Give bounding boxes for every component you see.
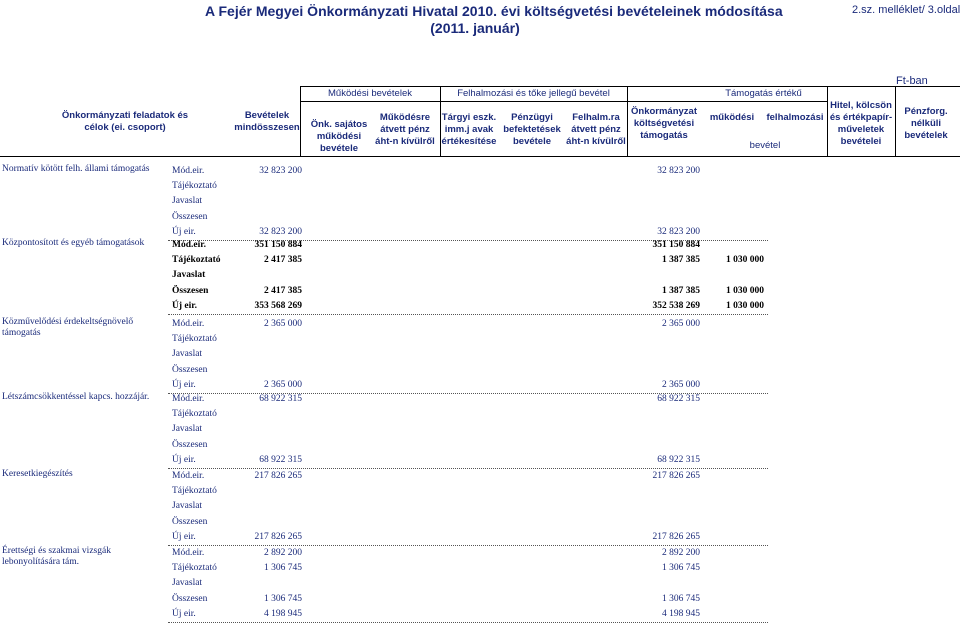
total-value: 68 922 315 [259, 394, 302, 404]
mukodesi-value: 1 030 000 [726, 285, 764, 296]
tamogatas-value: 32 823 200 [657, 166, 700, 176]
row-divider [168, 545, 768, 546]
tamogatas-value: 1 306 745 [662, 563, 700, 574]
row-label: Új eir. [172, 226, 196, 237]
row-label: Új eir. [172, 454, 196, 465]
col-header-mukodesre: Működésre átvett pénz áht-n kívülről [375, 112, 435, 147]
section-category: Közművelődési érdekeltségnövelő támogatás [2, 317, 134, 338]
group-header-bevetel: bevétel [749, 140, 781, 151]
total-value: 217 826 265 [254, 531, 302, 542]
row-label: Összesen [172, 593, 208, 604]
row-label: Javaslat [172, 196, 203, 207]
section-category: Központosított és egyéb támogatások [2, 238, 145, 248]
total-value: 217 826 265 [254, 471, 302, 481]
col-header-felhalm-atvett: Felhalm.ra átvett pénz áht-n kívülről [566, 112, 626, 147]
total-value: 2 892 200 [264, 548, 302, 558]
col-header-sajatos: Önk. sajátos működési bevétele [310, 119, 368, 154]
total-value: 2 365 000 [264, 319, 302, 329]
tamogatas-value: 2 892 200 [662, 548, 700, 558]
page-subtitle: (2011. január) [430, 20, 520, 36]
row-divider [168, 622, 768, 623]
row-label: Összesen [172, 285, 209, 296]
row-label: Javaslat [172, 270, 206, 281]
section-category: Keresetkiegészítés [2, 469, 73, 479]
unit-label: Ft-ban [896, 75, 928, 87]
group-header-felhalmozasi: Felhalmozási és tőke jellegű bevétel [457, 88, 610, 99]
group-header-mukodesi: Működési bevételek [328, 88, 412, 99]
row-label: Tájékoztató [172, 563, 217, 574]
section-category: Normatív kötött felh. állami támogatás [2, 164, 150, 174]
col-header-penzforg: Pénzforg. nélküli bevételek [904, 106, 948, 141]
tamogatas-value: 2 365 000 [662, 379, 700, 390]
tamogatas-value: 68 922 315 [657, 394, 700, 404]
mukodesi-value: 1 030 000 [726, 255, 764, 266]
col-header-osszesen: Bevételek mindösszesen [234, 110, 300, 133]
page-title: A Fejér Megyei Önkormányzati Hivatal 2010. évi költségvetési bevételeinek módosítása [205, 3, 783, 19]
total-value: 2 417 385 [264, 255, 302, 266]
col-header-feladat: Önkormányzati feladatok és célok (ei. csoport) [61, 110, 189, 133]
row-label: Mód.eir. [172, 471, 205, 481]
tamogatas-value: 351 150 884 [652, 240, 700, 250]
total-value: 68 922 315 [259, 454, 302, 465]
row-label: Javaslat [172, 349, 203, 360]
row-label: Új eir. [172, 300, 197, 311]
tamogatas-value: 4 198 945 [662, 608, 700, 619]
row-label: Tájékoztató [172, 409, 217, 420]
mukodesi-value: 1 030 000 [726, 300, 764, 311]
row-label: Új eir. [172, 608, 196, 619]
col-header-hitel: Hitel, kölcsön és értékpapír-műveletek bevételei [829, 100, 893, 147]
row-label: Tájékoztató [172, 486, 217, 497]
col-header-targyi: Tárgyi eszk. imm.j avak értékesítése [441, 112, 497, 147]
total-value: 32 823 200 [259, 166, 302, 176]
tamogatas-value: 2 365 000 [662, 319, 700, 329]
row-label: Új eir. [172, 531, 196, 542]
row-label: Összesen [172, 211, 208, 222]
total-value: 2 365 000 [264, 379, 302, 390]
row-label: Mód.eir. [172, 319, 205, 329]
row-label: Javaslat [172, 424, 203, 435]
row-label: Javaslat [172, 501, 203, 512]
tamogatas-value: 1 387 385 [662, 285, 700, 296]
col-header-tamogatas: Önkormányzat költségvetési támogatás [631, 106, 697, 141]
page-reference: 2.sz. melléklet/ 3.oldal [852, 4, 960, 16]
tamogatas-value: 1 306 745 [662, 593, 700, 604]
row-label: Tájékoztató [172, 181, 217, 192]
row-label: Új eir. [172, 379, 196, 390]
col-header-penzugyi: Pénzügyi befektetések bevétele [503, 112, 561, 147]
total-value: 4 198 945 [264, 608, 302, 619]
total-value: 353 568 269 [254, 300, 302, 311]
section-category: Létszámcsökkentéssel kapcs. hozzájár. [2, 392, 150, 402]
row-label: Összesen [172, 364, 208, 375]
row-label: Mód.eir. [172, 394, 205, 404]
tamogatas-value: 217 826 265 [652, 531, 700, 542]
col-header-tam-felhalmozasi: felhalmozási [766, 112, 824, 123]
section-category: Érettségi és szakmai vizsgák lebonyolítására tám. [2, 546, 111, 567]
row-label: Tájékoztató [172, 255, 221, 266]
total-value: 351 150 884 [254, 240, 302, 250]
total-value: 32 823 200 [259, 226, 302, 237]
row-label: Tájékoztató [172, 334, 217, 345]
row-label: Összesen [172, 516, 208, 527]
tamogatas-value: 1 387 385 [662, 255, 700, 266]
row-label: Javaslat [172, 578, 203, 589]
tamogatas-value: 352 538 269 [652, 300, 700, 311]
row-divider [168, 468, 768, 469]
total-value: 2 417 385 [264, 285, 302, 296]
tamogatas-value: 68 922 315 [657, 454, 700, 465]
row-label: Összesen [172, 439, 208, 450]
col-header-tam-mukodesi: működési [709, 112, 755, 123]
row-label: Mód.eir. [172, 240, 206, 250]
tamogatas-value: 217 826 265 [652, 471, 700, 481]
total-value: 1 306 745 [264, 563, 302, 574]
group-header-tamogatas: Támogatás értékű [725, 88, 802, 99]
tamogatas-value: 32 823 200 [657, 226, 700, 237]
row-label: Mód.eir. [172, 548, 205, 558]
row-divider [168, 314, 768, 315]
row-label: Mód.eir. [172, 166, 205, 176]
total-value: 1 306 745 [264, 593, 302, 604]
